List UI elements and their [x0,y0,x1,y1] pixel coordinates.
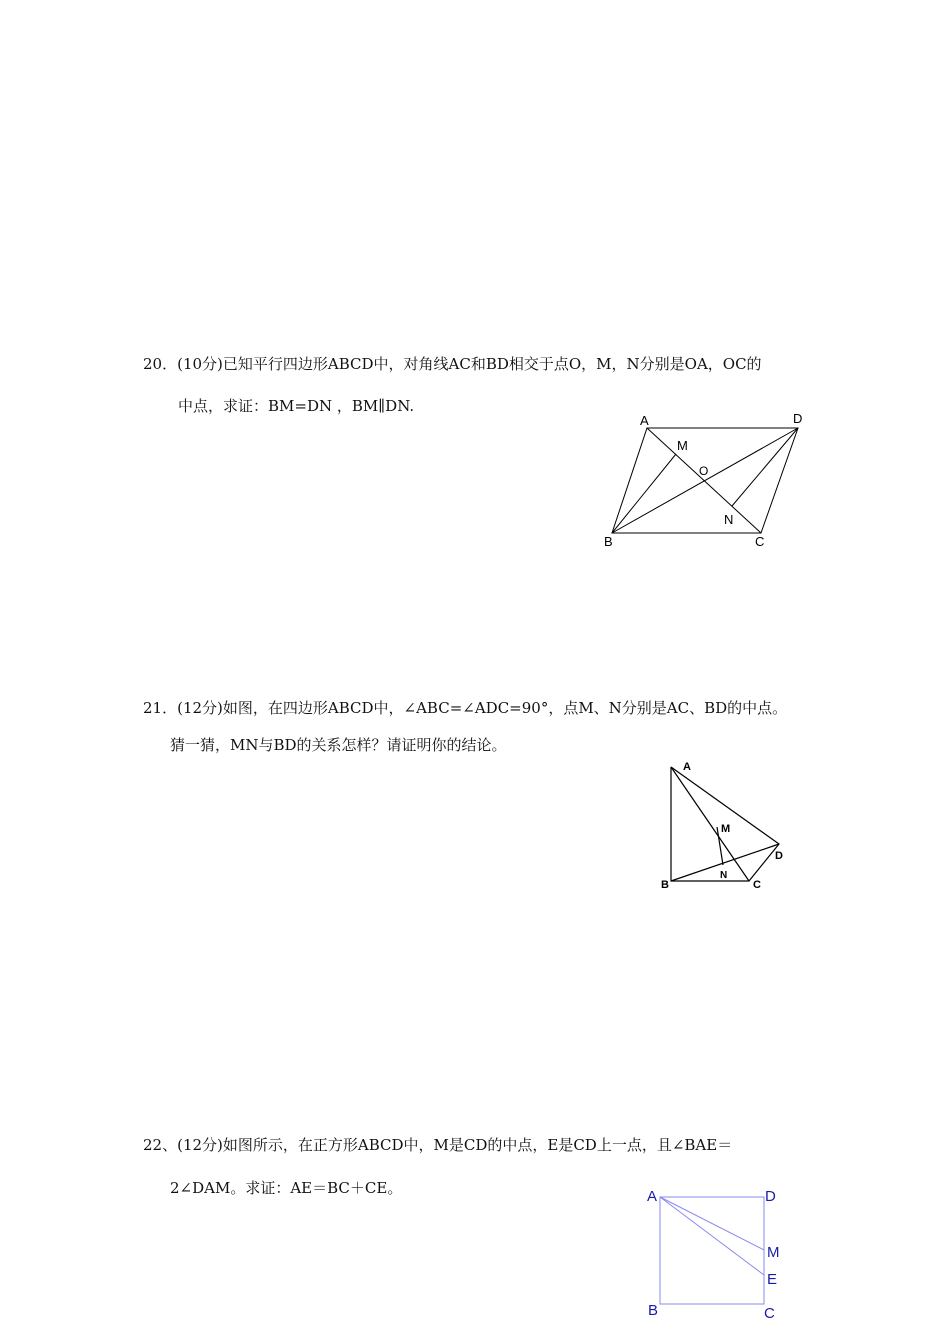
problem-21-text-line2: 猜一猜，MN与BD的关系怎样？请证明你的结论。 [170,736,507,754]
fig20-label-m: M [677,438,688,453]
problem-22-text-line2: 2∠DAM。求证：AE＝BC＋CE。 [170,1179,403,1197]
fig22-label-b: B [648,1302,659,1319]
problem-22-text-line1: 22、(12分)如图所示，在正方形ABCD中，M是CD的中点，E是CD上一点，且∠BAE＝ [143,1136,733,1154]
problem-20-text-line2: 中点，求证：BM=DN ，BM∥DN. [178,397,415,415]
fig21-label-b: B [661,879,669,891]
fig21-label-m: M [721,823,731,835]
fig22-label-d: D [765,1188,776,1205]
fig22-label-m: M [767,1244,780,1261]
fig20-label-a: A [640,413,649,428]
problem-20-figure [590,405,820,555]
fig20-label-b: B [604,534,613,549]
fig21-label-c: C [753,879,761,891]
fig21-label-n: N [720,870,728,881]
problem-20-text-line1: 20．(10分)已知平行四边形ABCD中，对角线AC和BD相交于点O，M，N分别是OA，OC的 [143,355,762,373]
fig20-label-n: N [724,512,734,527]
fig22-label-e: E [767,1271,778,1288]
problem-22-figure [640,1180,790,1344]
fig21-label-d: D [775,850,783,862]
fig22-label-c: C [764,1305,775,1322]
fig20-label-d: D [793,411,803,426]
fig21-label-a: A [683,761,691,773]
problem-21-figure [655,755,795,895]
fig22-label-a: A [647,1188,658,1205]
fig20-label-c: C [755,534,765,549]
problem-21-text-line1: 21．(12分)如图，在四边形ABCD中，∠ABC=∠ADC=90°，点M、N分别是AC、BD的中点。 [143,699,788,717]
fig20-label-o: O [699,464,709,478]
